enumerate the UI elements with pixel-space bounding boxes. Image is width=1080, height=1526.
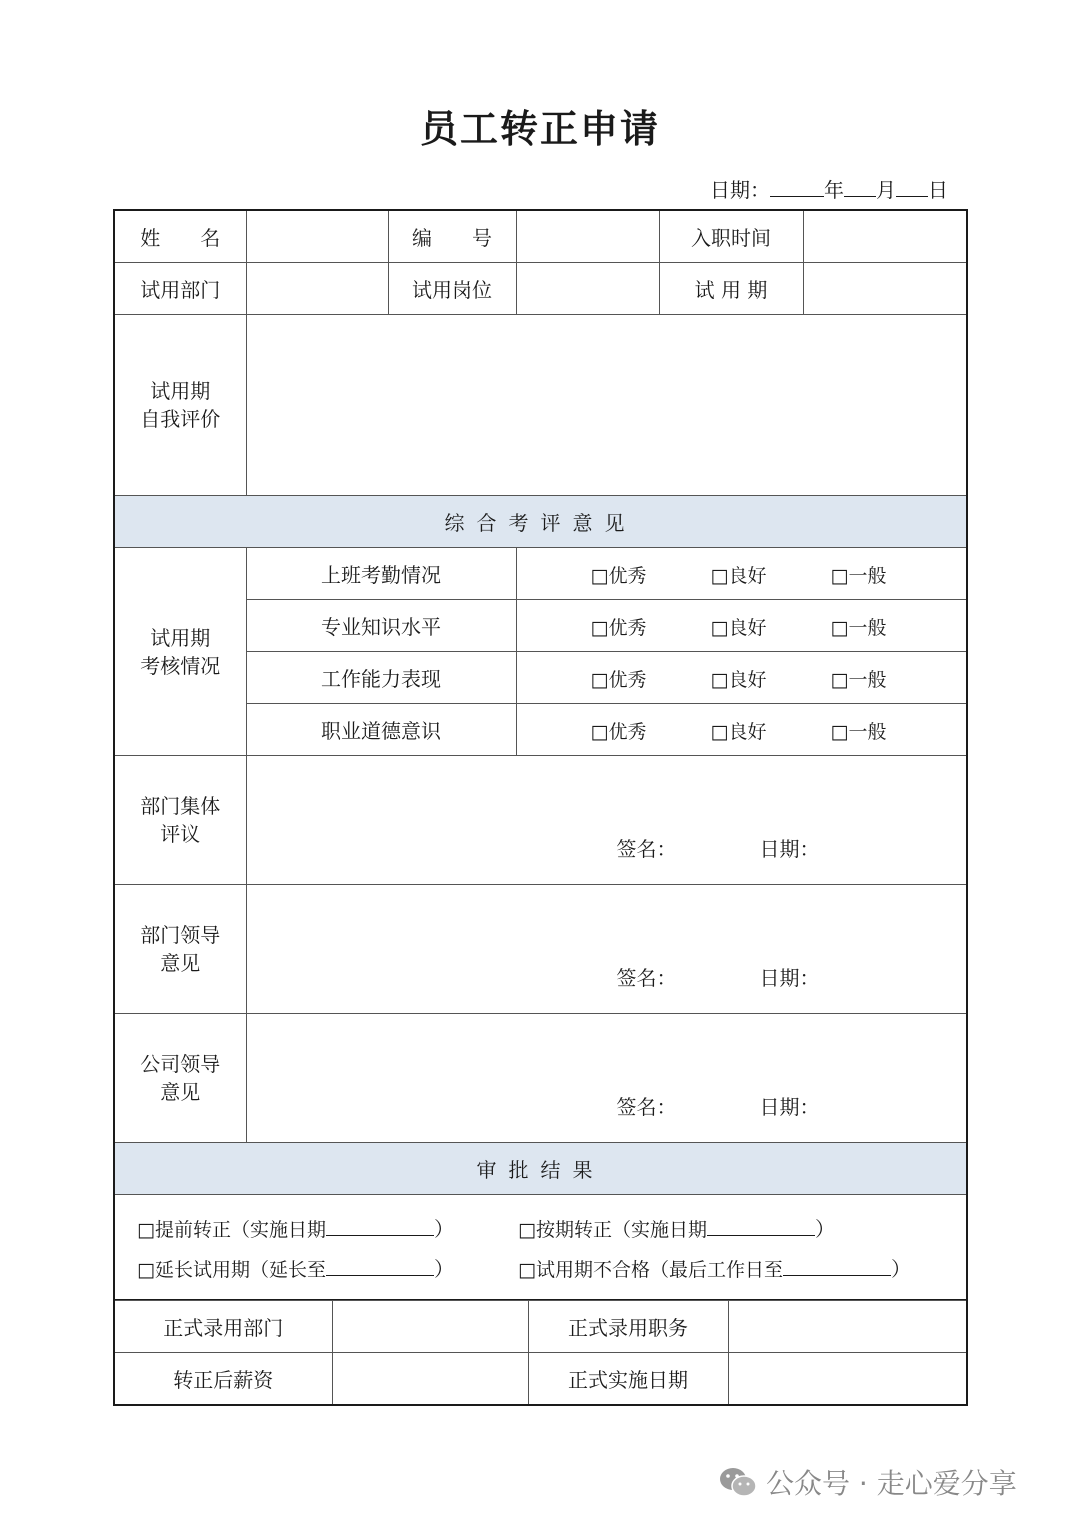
year-blank[interactable]	[770, 176, 824, 197]
section-assessment-header: 综合考评意见	[114, 496, 967, 548]
formal-dept-field[interactable]	[332, 1301, 528, 1353]
dept-review-field[interactable]	[246, 756, 967, 885]
option-average[interactable]: □一般	[830, 721, 887, 743]
fail-date-blank[interactable]	[783, 1257, 891, 1276]
number-label: 编 号	[388, 210, 516, 263]
assessment-options	[516, 548, 967, 600]
option-average[interactable]: □一般	[830, 669, 887, 691]
option-average[interactable]: □一般	[830, 617, 887, 639]
approval-ontime[interactable]	[518, 1213, 835, 1242]
fail-option-label: □试用期不合格（最后工作日至	[518, 1259, 783, 1281]
effective-date-label: 正式实施日期	[528, 1353, 728, 1406]
option-excellent[interactable]: □优秀	[590, 669, 647, 691]
assessment-item-name: 专业知识水平	[246, 600, 516, 652]
signature-line	[617, 962, 820, 991]
trial-post-label: 试用岗位	[388, 263, 516, 315]
day-label: 日	[928, 178, 948, 202]
month-blank[interactable]	[844, 176, 876, 197]
signature-label: 签名：	[616, 1095, 677, 1119]
option-excellent[interactable]: □优秀	[590, 721, 647, 743]
dept-leader-label-line2: 意见	[160, 951, 201, 975]
company-leader-field[interactable]	[246, 1014, 967, 1143]
ontime-date-blank[interactable]	[707, 1217, 815, 1236]
extend-date-blank[interactable]	[326, 1257, 434, 1276]
early-close-paren: ）	[433, 1217, 454, 1241]
assessment-item-name: 职业道德意识	[246, 704, 516, 756]
number-field[interactable]	[516, 210, 659, 263]
extend-option-label: □延长试用期（延长至	[137, 1259, 326, 1281]
approval-early[interactable]	[137, 1213, 454, 1242]
option-excellent[interactable]: □优秀	[590, 617, 647, 639]
early-option-label: □提前转正（实施日期	[137, 1219, 326, 1241]
assessment-label	[114, 548, 246, 756]
option-good[interactable]: □良好	[710, 617, 767, 639]
dept-leader-label-line1: 部门领导	[140, 923, 221, 947]
formal-position-field[interactable]	[728, 1301, 967, 1353]
ontime-option-label: □按期转正（实施日期	[518, 1219, 707, 1241]
fail-close-paren: ）	[890, 1257, 911, 1281]
company-leader-label-line1: 公司领导	[140, 1052, 221, 1076]
approval-line-1	[115, 1205, 966, 1247]
signature-line	[617, 833, 820, 862]
day-blank[interactable]	[896, 176, 928, 197]
assessment-label-line2: 考核情况	[140, 653, 221, 678]
dept-review-label-line1: 部门集体	[140, 794, 221, 818]
year-label: 年	[824, 178, 844, 202]
extend-close-paren: ）	[433, 1257, 454, 1281]
company-leader-label	[114, 1014, 246, 1143]
final-employment-table	[113, 1300, 968, 1406]
name-label: 姓 名	[114, 210, 246, 263]
self-eval-label-line1: 试用期	[150, 379, 211, 403]
dept-review-label	[114, 756, 246, 885]
self-eval-label-line2: 自我评价	[140, 407, 221, 431]
option-good[interactable]: □良好	[710, 565, 767, 587]
effective-date-field[interactable]	[728, 1353, 967, 1406]
signature-label: 签名：	[616, 966, 677, 990]
dept-leader-field[interactable]	[246, 885, 967, 1014]
salary-field[interactable]	[332, 1353, 528, 1406]
trial-period-label: 试 用 期	[659, 263, 803, 315]
self-eval-label	[114, 315, 246, 496]
month-label: 月	[876, 178, 896, 202]
assessment-item-name: 工作能力表现	[246, 652, 516, 704]
form-title: 员工转正申请	[419, 107, 660, 151]
signature-line	[617, 1091, 820, 1120]
sign-date-label: 日期：	[759, 1095, 820, 1119]
assessment-options	[516, 652, 967, 704]
watermark	[718, 1462, 1017, 1506]
trial-post-field[interactable]	[516, 263, 659, 315]
watermark-text: 公众号 · 走心爱分享	[766, 1467, 1017, 1500]
dept-review-label-line2: 评议	[160, 822, 201, 846]
formal-position-label: 正式录用职务	[528, 1301, 728, 1353]
company-leader-label-line2: 意见	[160, 1080, 201, 1104]
option-good[interactable]: □良好	[710, 669, 767, 691]
header-date-label: 日期：	[710, 178, 770, 202]
assessment-options	[516, 704, 967, 756]
trial-dept-label: 试用部门	[114, 263, 246, 315]
hire-date-label: 入职时间	[659, 210, 803, 263]
dept-leader-label	[114, 885, 246, 1014]
option-excellent[interactable]: □优秀	[590, 565, 647, 587]
header-date	[710, 174, 948, 203]
section-approval-header: 审批结果	[114, 1143, 967, 1195]
trial-period-field[interactable]	[803, 263, 967, 315]
formal-dept-label: 正式录用部门	[114, 1301, 332, 1353]
name-field[interactable]	[246, 210, 388, 263]
assessment-item-name: 上班考勤情况	[246, 548, 516, 600]
sign-date-label: 日期：	[759, 837, 820, 861]
approval-line-2	[115, 1247, 966, 1289]
option-good[interactable]: □良好	[710, 721, 767, 743]
salary-label: 转正后薪资	[114, 1353, 332, 1406]
approval-extend[interactable]	[137, 1253, 454, 1282]
sign-date-label: 日期：	[759, 966, 820, 990]
application-form	[113, 209, 968, 1301]
trial-dept-field[interactable]	[246, 263, 388, 315]
assessment-label-line1: 试用期	[150, 625, 211, 650]
early-date-blank[interactable]	[326, 1217, 434, 1236]
ontime-close-paren: ）	[814, 1217, 835, 1241]
hire-date-field[interactable]	[803, 210, 967, 263]
assessment-options	[516, 600, 967, 652]
signature-label: 签名：	[616, 837, 677, 861]
approval-options	[114, 1195, 967, 1301]
approval-fail[interactable]	[518, 1253, 911, 1282]
option-average[interactable]: □一般	[830, 565, 887, 587]
self-eval-field[interactable]	[246, 315, 967, 496]
wechat-icon	[718, 1465, 758, 1506]
